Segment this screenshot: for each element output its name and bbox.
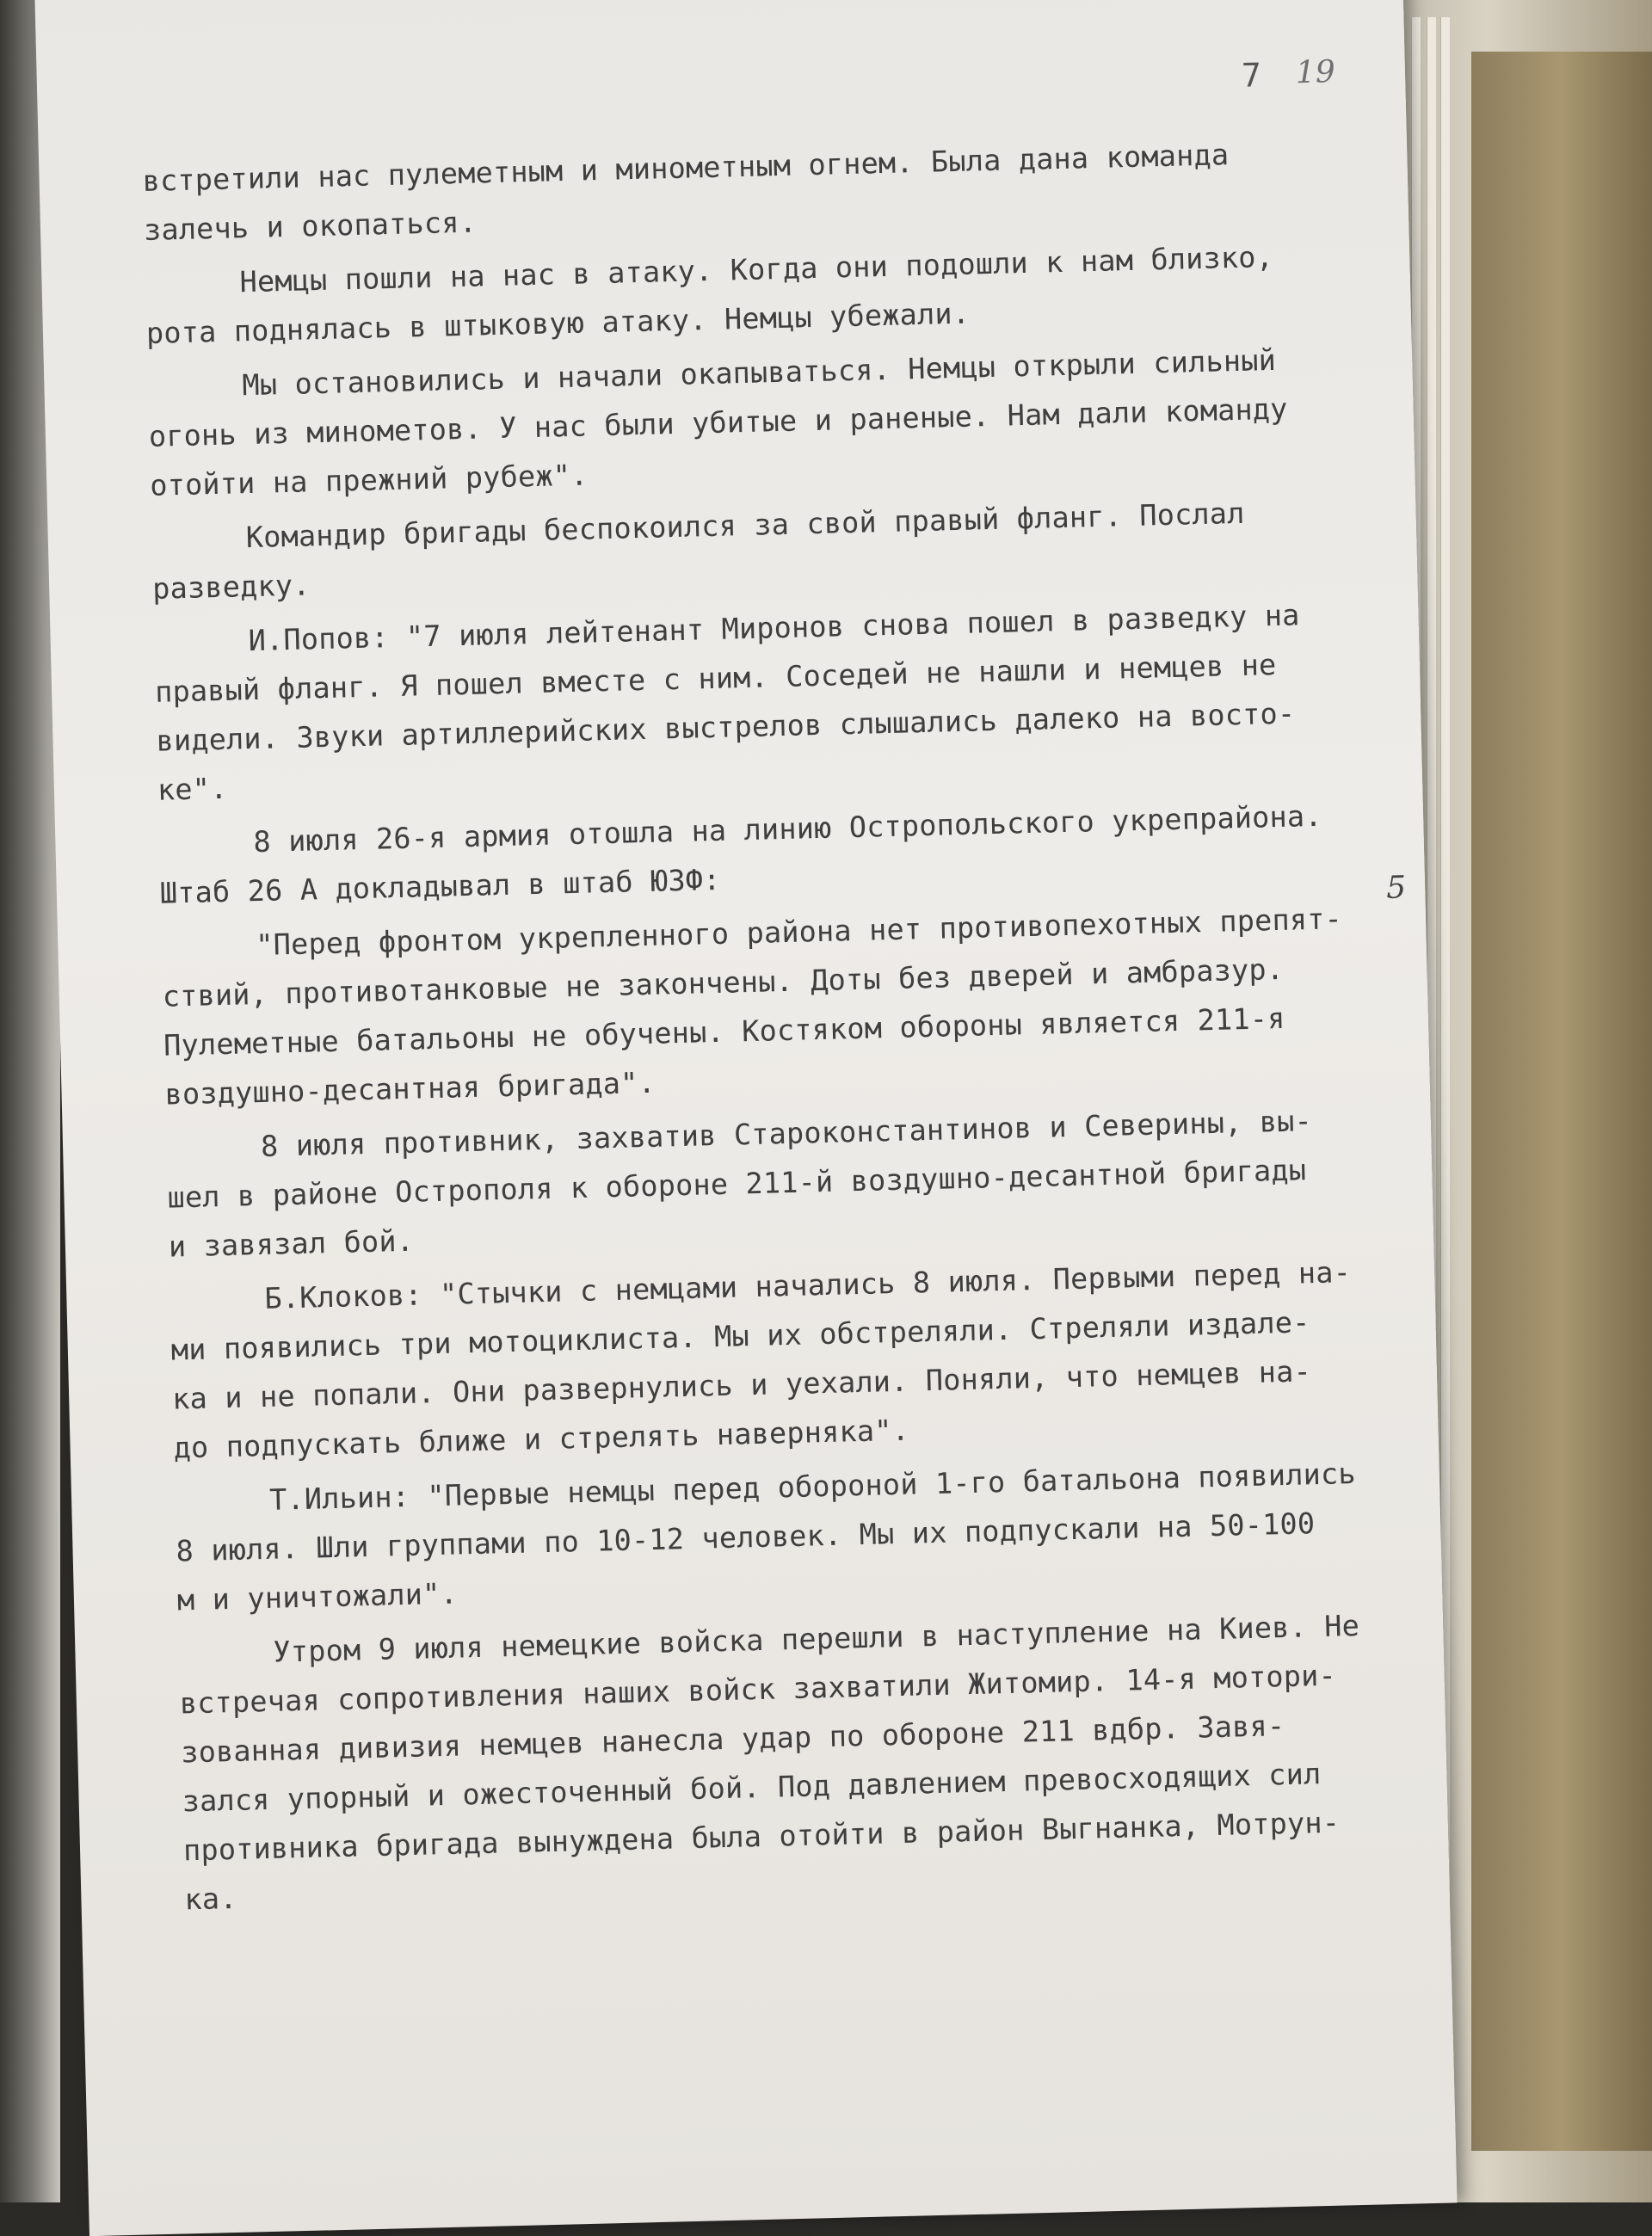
paragraph [147,333,1372,510]
text-line: зался упорный и ожесточенный бой. Под давлением превосходящих сил [182,1757,1322,1819]
text-line: противника бригада вынуждена была отойти в район Выгнанка, Мотрун- [182,1805,1341,1868]
text-line: ка. [184,1881,238,1917]
text-line: И.Попов: "7 июля лейтенант Миронов снова пошел в разведку на [248,598,1300,658]
text-line: Т.Ильин: "Первые немцы перед обороной 1-го батальона появились [268,1457,1357,1517]
text-line: "Перед фронтом укрепленного района нет противопехотных препят- [255,902,1343,963]
archive-page-number: 19 [1295,54,1336,91]
text-line: Б.Клоков: "Стычки с немцами начались 8 июля. Первыми перед на- [263,1255,1352,1315]
paragraph [170,1247,1396,1473]
text-line: зованная дивизия немцев нанесла удар по обороне 211 вдбр. Завя- [180,1709,1285,1770]
text-line: до подпускать ближе и стрелять наверняка". [173,1413,910,1465]
paragraph [165,1094,1390,1272]
text-line: огонь из минометов. У нас были убитые и раненые. Нам дали команду [148,391,1288,453]
text-line: Командир бригады беспокоился за свой правый фланг. Послал [245,496,1245,555]
document-page [34,0,1458,2236]
page-number: 7 [1241,56,1262,95]
text-line: видели. Звуки артиллерийских выстрелов слышались далеко на восто- [156,696,1296,758]
text-line: ствий, противотанковые не закончены. Доты без дверей и амбразур. [162,952,1285,1013]
paragraph [175,1448,1400,1625]
text-line: Мы остановились и начали окапываться. Немцы открыли сильный [242,342,1277,403]
text-line: ке". [157,771,228,807]
page-number-area [1242,54,1336,95]
text-line: Немцы пошли на нас в атаку. Когда они подошли к нам близко, [239,239,1274,299]
text-line: и завязал бой. [168,1223,415,1264]
text-line: ми появились три мотоциклиста. Мы их обстреляли. Стреляли издале- [170,1305,1310,1367]
text-line: залечь и окопаться. [143,205,478,247]
text-line: рота поднялась в штыковую атаку. Немцы убежали. [145,296,971,350]
text-line: шел в районе Острополя к обороне 211-й воздушно-десантной бригады [167,1153,1307,1215]
text-line: отойти на прежний рубеж". [149,458,589,502]
text-line: 8 июля. Шли группами по 10-12 человек. Мы их подпускали на 50-100 [176,1506,1316,1568]
text-line: 8 июля 26-я армия отошла на линию Остропольского укрепрайона. [252,798,1323,859]
text-line: Штаб 26 А докладывал в штаб ЮЗФ: [159,862,721,910]
text-line: 8 июля противник, захватив Староконстантинов и Северины, вы- [260,1104,1313,1163]
paragraph [178,1600,1407,1925]
text-line: м и уничтожали". [176,1576,459,1617]
text-line: встретили нас пулеметным и минометным огнем. Была дана команда [142,138,1230,198]
document-body [142,126,1407,1929]
paragraph [153,588,1379,815]
paragraph [161,893,1387,1119]
text-line: разведку. [151,568,311,606]
text-line: встречая сопротивления наших войск захватили Житомир. 14-я мотори- [179,1658,1337,1721]
text-line: правый фланг. Я пошел вместе с ним. Соседей не нашли и немцев не [154,647,1277,709]
text-line: ка и не попали. Они развернулись и уехали. Поняли, что немцев на- [171,1354,1312,1416]
margin-mark: 5 [1385,870,1407,906]
text-line: Утром 9 июля немецкие войска перешли в наступление на Киев. Не [273,1608,1360,1669]
text-line: воздушно-десантная бригада". [164,1065,656,1112]
folder-cover [1471,52,1652,2151]
text-line: Пулеметные батальоны не обучены. Костяком обороны является 211-я [163,1001,1285,1063]
